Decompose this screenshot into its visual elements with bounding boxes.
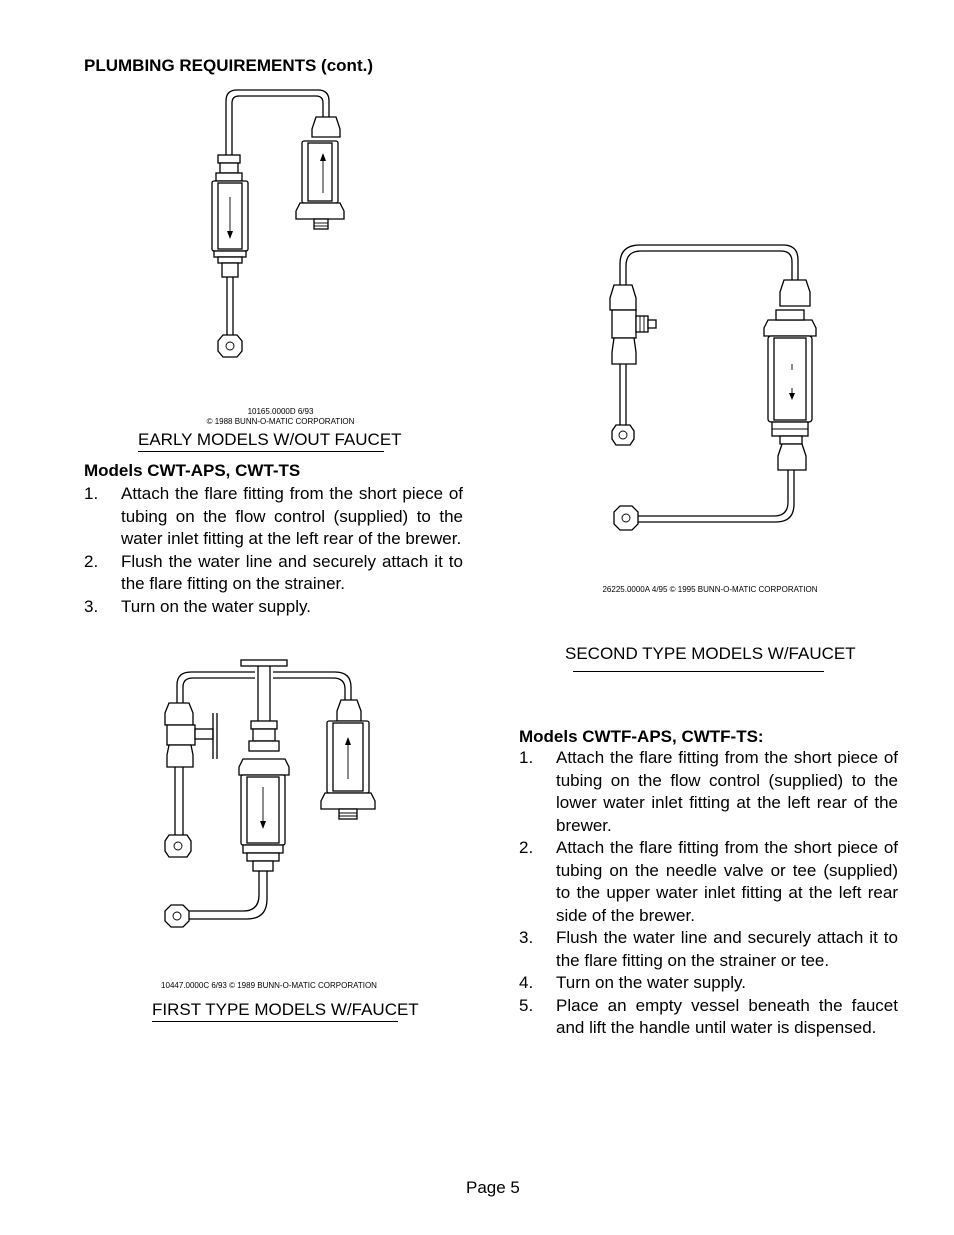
early-models-diagram: [190, 85, 370, 365]
cwtf-step-2: [519, 837, 898, 927]
cwt-step-3-num: 3.: [84, 596, 99, 616]
early-credit-line2: © 1988 BUNN-O-MATIC CORPORATION: [206, 417, 355, 426]
second-type-credit: 26225.0000A 4/95 © 1995 BUNN-O-MATIC CORPORATION: [602, 585, 818, 594]
second-type-caption-rule: [573, 671, 824, 672]
cwtf-step-5: [519, 995, 898, 1040]
cwt-step-2-num: 2.: [84, 551, 99, 571]
cwtf-step-4-text: Turn on the water supply.: [556, 973, 746, 992]
cwtf-step-5-num: 5.: [519, 995, 534, 1015]
first-type-credit: 10447.0000C 6/93 © 1989 BUNN-O-MATIC CORPORATION: [161, 981, 377, 990]
second-type-caption: SECOND TYPE MODELS W/FAUCET: [565, 644, 856, 663]
cwtf-step-1-text: Attach the flare fitting from the short piece of tubing on the flow control (supplied) to the lower water inlet fitting at the left rear of the brewer.: [556, 748, 898, 835]
cwtf-step-3-num: 3.: [519, 928, 534, 947]
cwt-steps-list: [84, 483, 463, 618]
cwt-step-3-text: Turn on the water supply.: [121, 596, 311, 616]
first-type-caption: FIRST TYPE MODELS W/FAUCET: [152, 1000, 398, 1022]
cwt-step-3: [84, 596, 463, 619]
cwt-step-2: [84, 551, 463, 596]
cwtf-heading: Models CWTF-APS, CWTF-TS:: [519, 727, 764, 746]
first-type-diagram: [155, 655, 395, 935]
cwtf-step-3: [519, 927, 898, 972]
cwtf-step-2-text: Attach the flare fitting from the short piece of tubing on the needle valve or tee (supplied) to the upper water inlet fitting at the left rear side of the brewer.: [556, 838, 898, 925]
cwt-heading: Models CWT-APS, CWT-TS: [84, 461, 301, 480]
cwtf-steps-list: [519, 747, 898, 1040]
early-models-caption: EARLY MODELS W/OUT FAUCET: [138, 430, 384, 452]
cwtf-step-4: [519, 972, 898, 995]
section-title: PLUMBING REQUIREMENTS (cont.): [84, 56, 373, 75]
cwtf-step-5-text: Place an empty vessel beneath the faucet and lift the handle until water is dispensed.: [556, 995, 898, 1037]
cwt-step-1-text: Attach the flare fitting from the short piece of tubing on the flow control (supplied) to the water inlet fitting at the left rear of the brewer.: [121, 484, 463, 548]
early-credit-line1: 10165.0000D 6/93: [247, 407, 314, 416]
cwtf-step-1: [519, 747, 898, 837]
cwtf-step-1-num: 1.: [519, 748, 534, 767]
cwtf-step-3-text: Flush the water line and securely attach it to the flare fitting on the strainer or tee.: [556, 928, 898, 970]
cwtf-step-2-num: 2.: [519, 838, 534, 857]
early-models-credit: [168, 407, 393, 427]
cwtf-step-4-num: 4.: [519, 973, 534, 992]
page-number: Page 5: [466, 1178, 520, 1197]
cwt-step-2-text: Flush the water line and securely attach it to the flare fitting on the strainer.: [121, 551, 463, 593]
cwt-step-1-num: 1.: [84, 484, 99, 503]
second-type-diagram: [600, 240, 840, 540]
cwt-step-1: [84, 483, 463, 551]
